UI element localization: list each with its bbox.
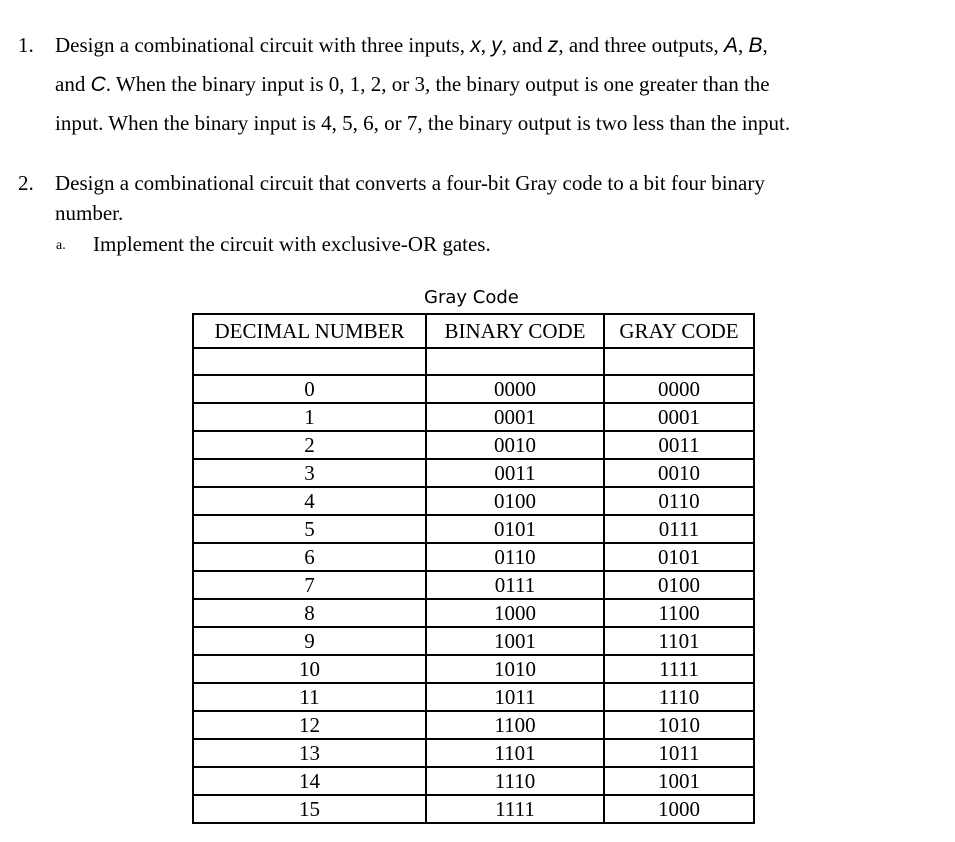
table-row bbox=[193, 543, 754, 571]
question-2-number: 2. bbox=[18, 171, 34, 195]
gray-code-table-container bbox=[192, 313, 755, 824]
cell-gray: 0111 bbox=[604, 515, 754, 543]
cell-binary: 0101 bbox=[426, 515, 604, 543]
table-row bbox=[193, 487, 754, 515]
cell-decimal: 12 bbox=[193, 711, 426, 739]
cell-gray: 1110 bbox=[604, 683, 754, 711]
table-row bbox=[193, 683, 754, 711]
q1-separator: , and bbox=[501, 33, 548, 57]
gray-code-table bbox=[192, 313, 755, 824]
var-z: z bbox=[547, 34, 559, 57]
cell-decimal: 4 bbox=[193, 487, 426, 515]
header-binary-code: BINARY CODE bbox=[426, 314, 604, 348]
table-header-row bbox=[193, 314, 754, 348]
cell-binary: 1111 bbox=[426, 795, 604, 823]
question-2-line-1: Design a combinational circuit that converts a four-bit Gray code to a bit four binary bbox=[55, 171, 765, 195]
q1-separator: , bbox=[737, 33, 749, 57]
q1-text-segment: , and three outputs, bbox=[558, 33, 724, 57]
q1-text-segment: . When the binary input is 0, 1, 2, or 3, the binary output is one greater than the bbox=[105, 72, 770, 96]
cell-binary: 1110 bbox=[426, 767, 604, 795]
header-decimal-number: DECIMAL NUMBER bbox=[193, 314, 426, 348]
question-1-number: 1. bbox=[18, 33, 34, 57]
header-gray-code: GRAY CODE bbox=[604, 314, 754, 348]
cell-binary: 1010 bbox=[426, 655, 604, 683]
cell-gray: 1010 bbox=[604, 711, 754, 739]
spacer-cell bbox=[426, 348, 604, 375]
cell-gray: 0110 bbox=[604, 487, 754, 515]
cell-gray: 1100 bbox=[604, 599, 754, 627]
subitem-letter: a. bbox=[56, 238, 66, 253]
q1-text-segment: and bbox=[55, 72, 91, 96]
question-1-line-2 bbox=[55, 65, 950, 104]
cell-decimal: 14 bbox=[193, 767, 426, 795]
cell-binary: 0000 bbox=[426, 375, 604, 403]
table-row bbox=[193, 459, 754, 487]
cell-binary: 1000 bbox=[426, 599, 604, 627]
cell-decimal: 7 bbox=[193, 571, 426, 599]
cell-binary: 1101 bbox=[426, 739, 604, 767]
spacer-cell bbox=[193, 348, 426, 375]
cell-gray: 1000 bbox=[604, 795, 754, 823]
cell-decimal: 11 bbox=[193, 683, 426, 711]
cell-gray: 1011 bbox=[604, 739, 754, 767]
cell-decimal: 5 bbox=[193, 515, 426, 543]
cell-decimal: 3 bbox=[193, 459, 426, 487]
cell-gray: 0011 bbox=[604, 431, 754, 459]
cell-gray: 1001 bbox=[604, 767, 754, 795]
cell-decimal: 0 bbox=[193, 375, 426, 403]
table-row bbox=[193, 627, 754, 655]
table-row bbox=[193, 767, 754, 795]
cell-decimal: 8 bbox=[193, 599, 426, 627]
cell-binary: 0001 bbox=[426, 403, 604, 431]
cell-binary: 0111 bbox=[426, 571, 604, 599]
cell-decimal: 6 bbox=[193, 543, 426, 571]
var-y: y bbox=[491, 34, 502, 57]
cell-decimal: 1 bbox=[193, 403, 426, 431]
cell-binary: 0010 bbox=[426, 431, 604, 459]
cell-binary: 1100 bbox=[426, 711, 604, 739]
q1-text-segment: Design a combinational circuit with three inputs, bbox=[55, 33, 471, 57]
table-row bbox=[193, 599, 754, 627]
cell-decimal: 15 bbox=[193, 795, 426, 823]
question-2-line-2: number. bbox=[55, 201, 124, 225]
cell-gray: 0010 bbox=[604, 459, 754, 487]
cell-decimal: 13 bbox=[193, 739, 426, 767]
cell-gray: 1101 bbox=[604, 627, 754, 655]
table-row bbox=[193, 431, 754, 459]
q1-separator: , bbox=[762, 33, 768, 57]
cell-gray: 0000 bbox=[604, 375, 754, 403]
cell-decimal: 10 bbox=[193, 655, 426, 683]
table-row bbox=[193, 655, 754, 683]
table-row bbox=[193, 375, 754, 403]
table-spacer-row bbox=[193, 348, 754, 375]
cell-gray: 0101 bbox=[604, 543, 754, 571]
cell-binary: 0011 bbox=[426, 459, 604, 487]
question-2-text bbox=[55, 168, 950, 228]
table-caption: Gray Code bbox=[424, 287, 519, 308]
question-1-line-3: input. When the binary input is 4, 5, 6, or 7, the binary output is two less than the input. bbox=[55, 111, 791, 135]
spacer-cell bbox=[604, 348, 754, 375]
var-B: B bbox=[748, 34, 763, 57]
table-row bbox=[193, 795, 754, 823]
var-C: C bbox=[90, 73, 106, 96]
question-1-text bbox=[55, 26, 950, 143]
table-row bbox=[193, 739, 754, 767]
cell-binary: 0110 bbox=[426, 543, 604, 571]
cell-decimal: 9 bbox=[193, 627, 426, 655]
var-A: A bbox=[723, 34, 738, 57]
table-row bbox=[193, 571, 754, 599]
cell-binary: 0100 bbox=[426, 487, 604, 515]
var-x: x bbox=[470, 34, 481, 57]
cell-binary: 1001 bbox=[426, 627, 604, 655]
table-row bbox=[193, 711, 754, 739]
table-body bbox=[193, 348, 754, 823]
cell-decimal: 2 bbox=[193, 431, 426, 459]
cell-gray: 1111 bbox=[604, 655, 754, 683]
cell-gray: 0001 bbox=[604, 403, 754, 431]
table-row bbox=[193, 515, 754, 543]
table-row bbox=[193, 403, 754, 431]
cell-binary: 1011 bbox=[426, 683, 604, 711]
q1-separator: , bbox=[480, 33, 492, 57]
cell-gray: 0100 bbox=[604, 571, 754, 599]
question-1-line-1 bbox=[55, 26, 950, 65]
subitem-text: Implement the circuit with exclusive-OR gates. bbox=[93, 232, 491, 256]
